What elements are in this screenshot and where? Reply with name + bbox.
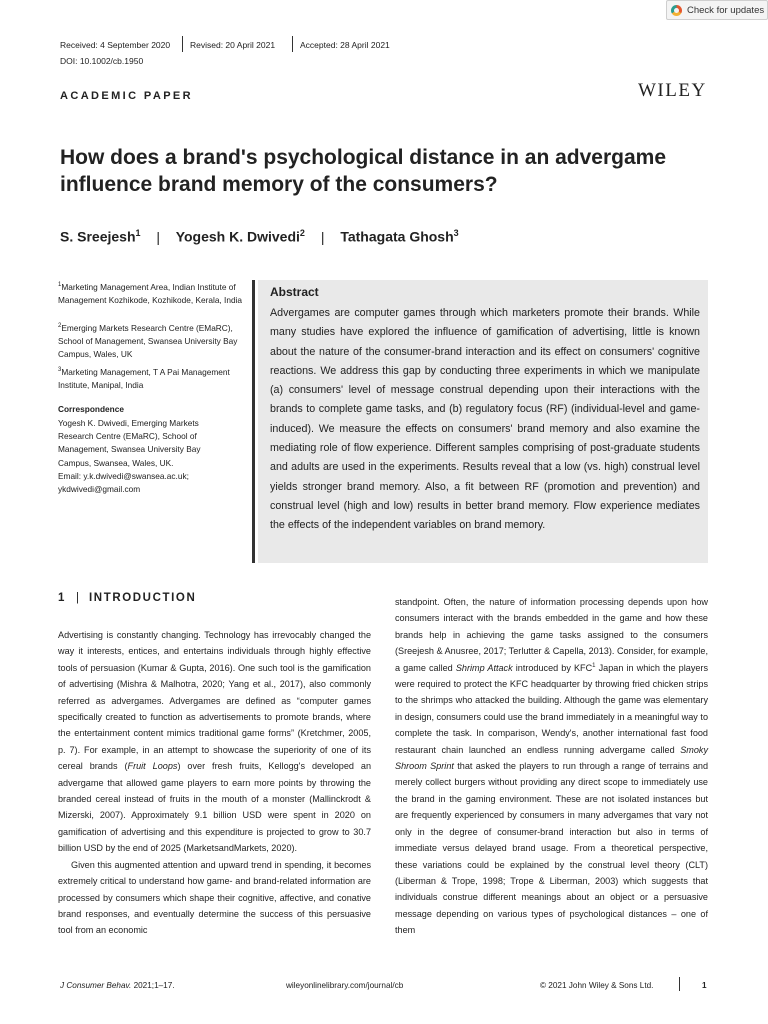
affiliation-mark: 1 <box>58 282 62 288</box>
affiliation <box>58 320 244 361</box>
footnote-mark[interactable]: 1 <box>592 662 596 669</box>
author-affiliation-mark: 3 <box>453 228 459 238</box>
affiliation-mark: 2 <box>58 323 62 329</box>
correspondence-heading: Correspondence <box>58 404 124 414</box>
footer-url[interactable]: wileyonlinelibrary.com/journal/cb <box>286 981 404 990</box>
body-text: Advertising is constantly changing. Technology has irrevocably changed the way it interests, entices, and entertains individuals through highly effective tools of persuasion (Kumar & Gupta, 2016). One such tool is the gamification of advertising (Mishra & Malhotra, 2020; Yang et al., 2017), also commonly referred as advergames. Advergames are defined as “computer games specifically created to function as advertisements to promote brands, where the entertainment content mimics traditional game forms” (Kretchmer, 2005, p. 7). For example, in an attempt to showcase the superiority of one of its cereal brands ( <box>58 630 371 772</box>
header-divider <box>182 36 183 52</box>
doi[interactable]: DOI: 10.1002/cb.1950 <box>60 56 144 66</box>
revised-date: Revised: 20 April 2021 <box>190 40 276 50</box>
footer-copyright: © 2021 John Wiley & Sons Ltd. <box>540 981 654 990</box>
abstract-rule <box>252 280 255 563</box>
correspondence-block <box>58 417 244 496</box>
correspondence-line: Management, Swansea University Bay <box>58 444 201 455</box>
footer-volume: 2021;1–17. <box>133 981 175 990</box>
author-affiliation-mark: 2 <box>299 228 305 238</box>
section-title: INTRODUCTION <box>89 592 197 604</box>
body-paragraph <box>395 594 708 939</box>
received-date: Received: 4 September 2020 <box>60 40 171 50</box>
author-affiliation-mark: 1 <box>135 228 141 238</box>
footer-citation <box>60 981 175 990</box>
author-separator: | <box>320 228 325 245</box>
affiliation-text: Marketing Management Area, Indian Institute of Management Kozhikode, Kozhikode, Kerala, India <box>58 281 243 305</box>
accepted-date: Accepted: 28 April 2021 <box>300 40 390 50</box>
crossmark-icon <box>671 5 682 16</box>
body-text-italic: Fruit Loops <box>127 761 178 772</box>
author-name[interactable]: S. Sreejesh <box>60 228 136 245</box>
body-column-right <box>395 594 708 939</box>
correspondence-line: Campus, Swansea, Wales, UK. <box>58 457 174 468</box>
affiliation <box>58 364 244 392</box>
article-type: ACADEMIC PAPER <box>60 90 194 102</box>
body-text-italic: Shrimp Attack <box>455 662 513 673</box>
correspondence-line: Yogesh K. Dwivedi, Emerging Markets <box>58 418 199 428</box>
author-separator: | <box>156 228 161 245</box>
correspondence-email[interactable]: ykdwivedi@gmail.com <box>58 484 141 495</box>
body-paragraph: Given this augmented attention and upward trend in spending, it becomes extremely critical to understand how game- and brand-related information are processed by consumers which shape their cognitive, affective, and conative brand responses, and eventually determine the success of this persuasive tool from an economic <box>58 859 371 936</box>
body-text: Japan in which the players were required to protect the KFC headquarter by throwing fried chicken strips to the shrimps who attacked the building. Although the game was elementary in design, consumers could use the brand immediately in a meaningful way to complete the task. In comparison, Wendy's, another international fast food restaurant chain launched an endless running advergame called <box>395 662 708 755</box>
publisher-logo: WILEY <box>638 80 707 101</box>
footer-divider <box>679 977 680 991</box>
footer-journal: J Consumer Behav. <box>60 981 132 990</box>
body-paragraph <box>58 627 371 857</box>
body-text: standpoint. Often, the nature of information processing depends upon how consumers interact with the brands embedded in the game and how these brands help in achieving the game tasks assigned to the consumers (Sreejesh & Anusree, 2017; Terlutter & Capella, 2013). Consider, for example, a game called <box>395 597 708 673</box>
correspondence-line: Research Centre (EMaRC), School of <box>58 431 197 442</box>
abstract-heading: Abstract <box>270 285 319 299</box>
body-text: ) over fresh fruits, Kellogg's developed an advergame that allowed game players to earn more points by throwing the branded cereal instead of fruits in the mouth of a monster (Mallinckrodt & Mizerski, 2007). Approximately 9.1 billion USD were spent in 2020 on gamification of advertising and this expenditure is projected to grow to 30.7 billion USD by the end of 2025 (MarketsandMarkets, 2020). <box>58 761 372 854</box>
affiliation-mark: 3 <box>58 367 62 373</box>
page-number: 1 <box>702 981 707 990</box>
paper-title: How does a brand's psychological distance in an advergame influence brand memory of the consumers? <box>60 146 667 196</box>
body-text-italic: Smoky Shroom Sprint <box>395 744 708 772</box>
author-list <box>60 228 459 245</box>
affiliation-text: Emerging Markets Research Centre (EMaRC), School of Management, Swansea University Bay Campus, Wales, UK <box>58 322 238 360</box>
author-name[interactable]: Tathagata Ghosh <box>340 228 454 245</box>
correspondence-email[interactable]: Email: y.k.dwivedi@swansea.ac.uk; <box>58 470 189 481</box>
check-for-updates-label: Check for updates <box>687 4 765 16</box>
check-for-updates-button[interactable] <box>666 0 768 20</box>
header-divider <box>292 36 293 52</box>
affiliation <box>58 279 244 307</box>
section-separator: | <box>76 592 79 604</box>
section-heading <box>58 592 196 604</box>
section-number: 1 <box>58 592 66 604</box>
body-text: introduced by KFC <box>512 662 593 673</box>
body-text: that asked the players to run through a range of terrains and merely collect burgers without providing any direct scope to immediately use the brand in the gaming environment. These are not isolated instances but are frequently experienced by consumers in many advergames that vary not only in the degree of consumer-brand interaction but also in terms of immediate versus delayed brand usage. From a theoretical perspective, these variations could be explained by the construal level theory (CLT) (Liberman & Trope, 1998; Trope & Liberman, 2003) which suggests that individuals construe different meanings about an object or a persuasive message depending on various types of psychological distances – one of them <box>395 761 708 936</box>
abstract-text: Advergames are computer games through which marketers promote their brands. While many studies have explored the influence of gamification of advertising, little is known about the nature of the consumer-brand interaction and its effect on consumers' cognitive reactions. We address this gap by conducting three experiments in which we manipulate (a) consumers' level of message construal depending upon their interactions with the brands to complete game tasks, and (b) regulatory focus (RF) (individual-level and game-induced). We measure the effects on consumers' brand memory and also examine the mediating role of flow experience. Different samples comprising of post-graduate students and adults are used in the experiments. Results reveal that a low (vs. high) construal level yields stronger brand memory. Also, a fit between RF (promotion and prevention) and construal level (high and low) results in better brand memory. Flow experience mediates the effects of the independent variables on brand memory. <box>270 307 700 532</box>
body-column-left <box>58 627 371 939</box>
author-name[interactable]: Yogesh K. Dwivedi <box>175 228 300 245</box>
affiliation-text: Marketing Management, T A Pai Management Institute, Manipal, India <box>58 366 230 390</box>
